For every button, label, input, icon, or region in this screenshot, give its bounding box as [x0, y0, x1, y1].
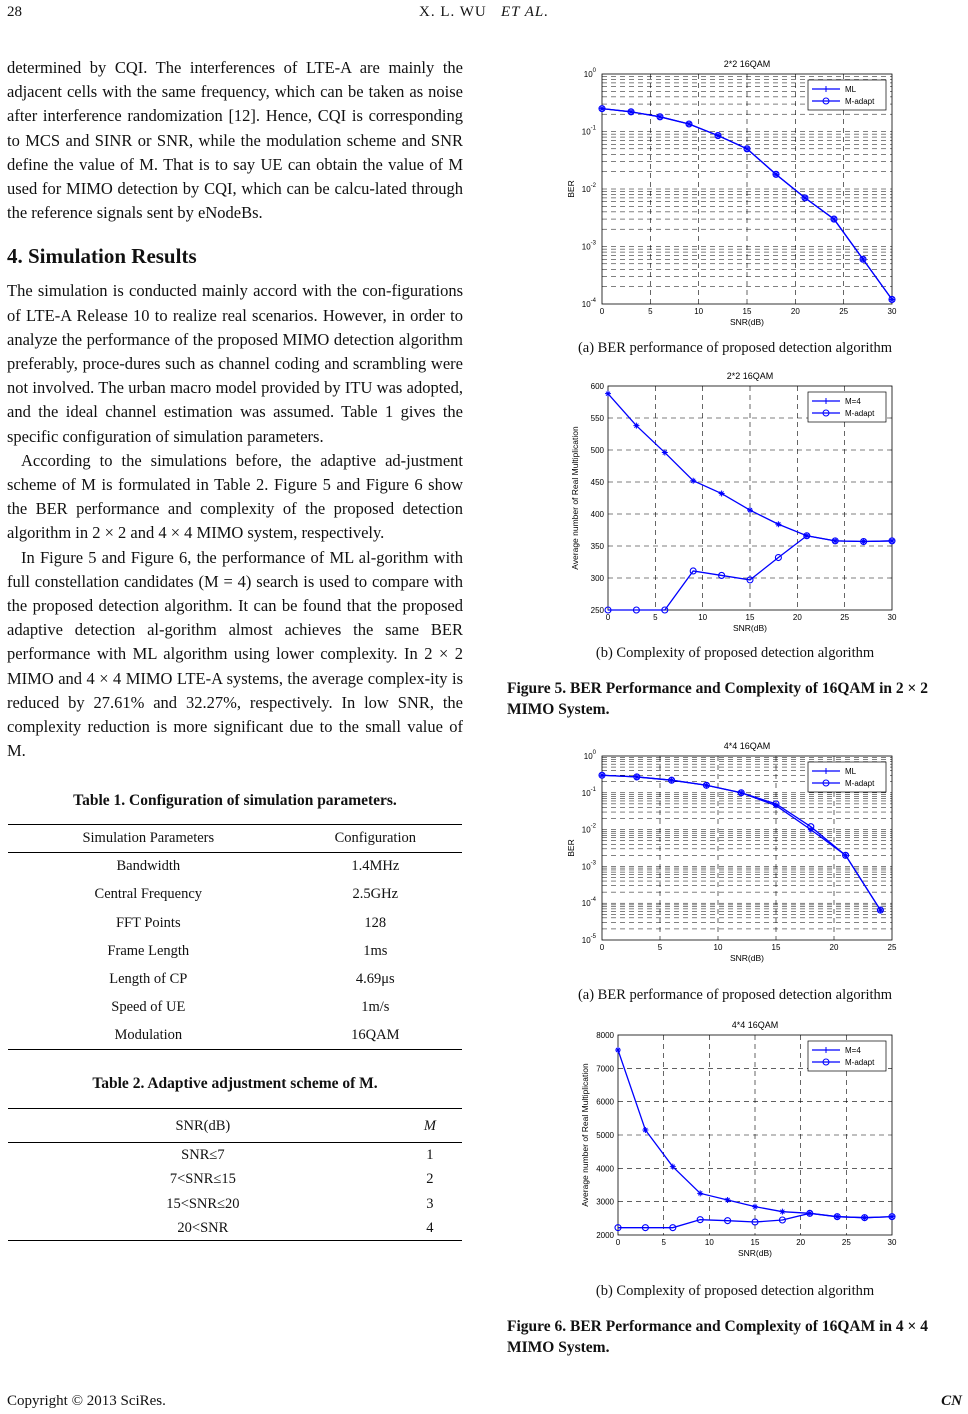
- table2-header: M: [423, 1117, 436, 1134]
- paragraph-4: In Figure 5 and Figure 6, the performance of ML al-gorithm with full constellation candidates (M = 4) search is used to compare with the proposed detection algorithm. It can be found that the proposed adaptive detection al-gorithm almost achieves the same BER performance with ML algorithm using lower complexity. In 2 × 2 MIMO and 4 × 4 MIMO LTE-A systems, the average complex-ity is reduced by 27.61% and 32.27%, respectively. In low SNR, the complexity reduction is more significant due to the small value of M.: [7, 547, 463, 761]
- legend-label: ML: [845, 767, 857, 776]
- table2-cell: 4: [426, 1219, 434, 1236]
- y-tick-exponent: -3: [590, 240, 596, 247]
- y-tick-base: 10: [581, 899, 591, 909]
- y-tick-exponent: -1: [590, 125, 596, 132]
- chart-title: 4*4 16QAM: [723, 741, 771, 751]
- y-tick-label: 600: [590, 382, 604, 391]
- table2-row: [8, 1143, 462, 1168]
- figure6a-chart: [560, 738, 905, 978]
- y-tick-label: 400: [590, 510, 604, 519]
- data-point: [752, 1204, 758, 1210]
- legend-label: M=4: [845, 1046, 861, 1055]
- y-tick-label: [582, 241, 597, 252]
- table1-cell: Central Frequency: [94, 886, 203, 903]
- table1-row: [8, 1021, 462, 1049]
- table1-row: [8, 937, 462, 965]
- table2-row: [8, 1216, 462, 1241]
- y-tick-label: [582, 787, 597, 798]
- x-tick-label: 15: [745, 613, 755, 622]
- x-axis-label: SNR(dB): [729, 953, 765, 963]
- table2-header: SNR(dB): [175, 1117, 231, 1134]
- y-tick-exponent: 0: [592, 68, 596, 74]
- legend-label: ML: [845, 85, 857, 94]
- x-tick-label: 25: [841, 1238, 851, 1247]
- table1-cell: 16QAM: [351, 1027, 400, 1044]
- y-tick-base: 10: [583, 70, 593, 79]
- y-tick-label: 8000: [596, 1031, 614, 1040]
- figure5b-caption: (b) Complexity of proposed detection algorithm: [595, 645, 875, 661]
- table1-cell: 1m/s: [361, 999, 390, 1016]
- y-tick-label: 5000: [596, 1131, 614, 1140]
- table-1: [8, 824, 462, 1050]
- figure6-caption: Figure 6. BER Performance and Complexity of 16QAM in 4 × 4 MIMO System.: [507, 1318, 928, 1356]
- table1-cell: FFT Points: [115, 914, 181, 931]
- table2-cell: 2: [426, 1171, 434, 1188]
- x-tick-label: 5: [653, 613, 658, 622]
- x-tick-label: 20: [796, 1238, 806, 1247]
- chart-title: 2*2 16QAM: [726, 371, 774, 381]
- x-tick-label: 15: [750, 1238, 760, 1247]
- y-axis-label: Average number of Real Multiplication: [570, 426, 580, 570]
- x-tick-label: 5: [661, 1238, 666, 1247]
- table1-cell: 1ms: [363, 942, 388, 959]
- data-point: [615, 1047, 621, 1053]
- x-tick-label: 30: [887, 613, 897, 622]
- table2-cell: 3: [426, 1195, 434, 1212]
- series-line: [608, 536, 892, 610]
- paragraph-1: determined by CQI. The interferences of LTE-A are mainly the adjacent cells with the same frequency, which can be taken as noise after interference randomization [12]. Hence, CQI is corresponding to MCS and SINR or SNR, while the modulation scheme and SNR define the value of M. That is to say UE can obtain the value of M used for MIMO detection by CQI, which can be calcu-lated through the reference signals sent by eNodeBs.: [7, 58, 463, 223]
- figure5b-chart: [560, 368, 905, 638]
- y-tick-base: 10: [581, 936, 591, 945]
- section-title: 4. Simulation Results: [7, 244, 197, 269]
- table2-cell: 20<SNR: [177, 1219, 229, 1236]
- figure6b-caption: (b) Complexity of proposed detection algorithm: [595, 1283, 875, 1299]
- y-tick-label: 6000: [596, 1097, 614, 1107]
- table1-cell: 1.4MHz: [351, 858, 400, 875]
- y-tick-label: [582, 934, 597, 945]
- y-tick-label: [582, 183, 597, 194]
- y-tick-label: 7000: [596, 1064, 614, 1074]
- table1-caption: Table 1. Configuration of simulation parameters.: [73, 792, 397, 810]
- y-tick-base: 10: [581, 242, 591, 252]
- left-column: [7, 56, 463, 1241]
- y-tick-exponent: -5: [590, 934, 596, 940]
- table-2: [8, 1108, 462, 1241]
- y-tick-base: 10: [581, 788, 591, 798]
- x-tick-label: 25: [839, 307, 849, 316]
- x-tick-label: 25: [840, 613, 850, 622]
- y-tick-label: [582, 824, 597, 835]
- chart-title: 4*4 16QAM: [731, 1020, 779, 1030]
- x-axis-label: SNR(dB): [729, 317, 765, 327]
- legend-label: M-adapt: [845, 779, 875, 788]
- table1-header: Configuration: [334, 830, 416, 847]
- y-tick-label: [584, 750, 597, 761]
- y-tick-label: 450: [590, 478, 604, 487]
- page-header: [0, 0, 968, 24]
- y-tick-label: 2000: [596, 1231, 614, 1240]
- legend-label: M-adapt: [845, 409, 875, 418]
- data-point: [719, 491, 725, 497]
- table1-cell: Bandwidth: [116, 858, 181, 875]
- table2-caption: Table 2. Adaptive adjustment scheme of M.: [92, 1075, 378, 1092]
- table1-row: [8, 852, 462, 880]
- y-axis-label: BER: [566, 839, 576, 857]
- table1-cell: 128: [364, 914, 387, 931]
- table1-row: [8, 965, 462, 993]
- table2-cell: 7<SNR≤15: [169, 1171, 236, 1188]
- data-point: [775, 521, 781, 527]
- y-tick-base: 10: [581, 300, 591, 309]
- table1-row: [8, 880, 462, 908]
- y-tick-exponent: -2: [590, 183, 596, 189]
- table1-header: Simulation Parameters: [82, 830, 215, 847]
- table1-row: [8, 993, 462, 1021]
- paragraph-3: According to the simulations before, the adaptive ad-justment scheme of M is formulated in Table 2. Figure 5 and Figure 6 show the BER performance and complexity of the proposed detection algorithm in 2 × 2 and 4 × 4 MIMO system, respectively.: [7, 450, 463, 543]
- table2-cell: 1: [426, 1147, 434, 1164]
- chart-title: 2*2 16QAM: [723, 59, 771, 69]
- y-tick-label: [584, 68, 597, 79]
- y-tick-exponent: -4: [590, 897, 596, 904]
- table1-cell: Modulation: [114, 1027, 183, 1044]
- figure5a-chart: [560, 54, 905, 334]
- x-tick-label: 20: [790, 307, 800, 316]
- x-tick-label: 10: [704, 1238, 714, 1247]
- y-axis-label: BER: [566, 180, 576, 198]
- table2-cell: SNR≤7: [181, 1147, 225, 1164]
- footer-copyright: Copyright © 2013 SciRes.: [7, 1393, 166, 1409]
- legend-label: M-adapt: [845, 1058, 875, 1067]
- y-tick-base: 10: [581, 185, 591, 194]
- y-tick-exponent: -4: [590, 298, 596, 304]
- y-tick-label: [582, 126, 597, 137]
- running-head-etal: ET AL.: [501, 4, 549, 20]
- running-head: [0, 4, 968, 21]
- x-tick-label: 0: [599, 943, 605, 952]
- x-tick-label: 30: [887, 307, 897, 316]
- data-point: [747, 507, 753, 513]
- x-tick-label: 5: [648, 307, 653, 316]
- figure6a-caption: (a) BER performance of proposed detection algorithm: [577, 987, 893, 1003]
- y-tick-label: 500: [590, 446, 604, 455]
- legend-label: M=4: [845, 397, 861, 406]
- x-tick-label: 0: [615, 1238, 621, 1247]
- table1-cell: 4.69μs: [355, 970, 395, 987]
- figure6b-chart: [560, 1015, 905, 1275]
- y-tick-label: 3000: [596, 1197, 614, 1207]
- table1-cell: Speed of UE: [111, 999, 186, 1016]
- table2-cell: 15<SNR≤20: [166, 1195, 240, 1212]
- x-tick-label: 15: [771, 943, 781, 952]
- y-tick-label: 350: [590, 542, 604, 551]
- x-tick-label: 10: [694, 307, 704, 316]
- x-tick-label: 15: [742, 307, 752, 316]
- paragraph-2: The simulation is conducted mainly accord with the con-figurations of LTE-A Release 10 to realize real scenarios. However, in order to analyze the performance of the proposed MIMO detection algorithm preferably, proce-dures such as channel coding and scrambling were not involved. The urban macro model provided by ITU was adopted, and the ideal channel estimation was assumed. Table 1 gives the specific configuration of simulation parameters.: [7, 281, 463, 446]
- y-tick-base: 10: [583, 752, 593, 761]
- y-tick-label: [582, 897, 597, 908]
- x-axis-label: SNR(dB): [732, 623, 768, 633]
- x-tick-label: 10: [713, 943, 723, 952]
- figure5a-caption: (a) BER performance of proposed detection algorithm: [577, 340, 893, 356]
- y-tick-exponent: -3: [590, 860, 596, 867]
- legend-label: M-adapt: [845, 97, 875, 106]
- x-tick-label: 25: [887, 943, 897, 952]
- x-tick-label: 10: [698, 613, 708, 622]
- data-point: [725, 1197, 731, 1203]
- y-tick-base: 10: [581, 127, 591, 137]
- table2-row: [8, 1167, 462, 1191]
- x-tick-label: 5: [657, 943, 663, 952]
- x-tick-label: 20: [792, 613, 802, 622]
- y-tick-label: 550: [590, 414, 604, 423]
- y-tick-exponent: 0: [592, 750, 596, 756]
- x-axis-label: SNR(dB): [737, 1248, 773, 1258]
- running-head-authors: X. L. WU: [419, 4, 487, 20]
- x-tick-label: 0: [599, 307, 605, 316]
- table1-cell: Length of CP: [109, 970, 188, 987]
- y-tick-label: 250: [590, 606, 604, 615]
- data-point: [779, 1209, 785, 1215]
- y-tick-label: [582, 860, 597, 871]
- y-axis-label: Average number of Real Multiplication: [580, 1063, 590, 1207]
- y-tick-label: [582, 298, 597, 309]
- y-tick-base: 10: [581, 862, 591, 872]
- y-tick-exponent: -2: [590, 823, 596, 830]
- table1-cell: Frame Length: [107, 942, 190, 959]
- y-tick-label: 4000: [596, 1164, 614, 1174]
- y-tick-base: 10: [581, 825, 591, 835]
- x-tick-label: 20: [829, 943, 839, 952]
- x-tick-label: 30: [887, 1238, 897, 1247]
- footer-journal: CN: [941, 1393, 962, 1409]
- y-tick-exponent: -1: [590, 786, 596, 793]
- x-tick-label: 0: [605, 613, 611, 622]
- page-number: 28: [7, 4, 22, 20]
- table2-row: [8, 1192, 462, 1216]
- figure5-caption: Figure 5. BER Performance and Complexity of 16QAM in 2 × 2 MIMO System.: [507, 680, 928, 718]
- table1-cell: 2.5GHz: [352, 886, 399, 903]
- table1-row: [8, 909, 462, 937]
- y-tick-label: 300: [590, 574, 604, 583]
